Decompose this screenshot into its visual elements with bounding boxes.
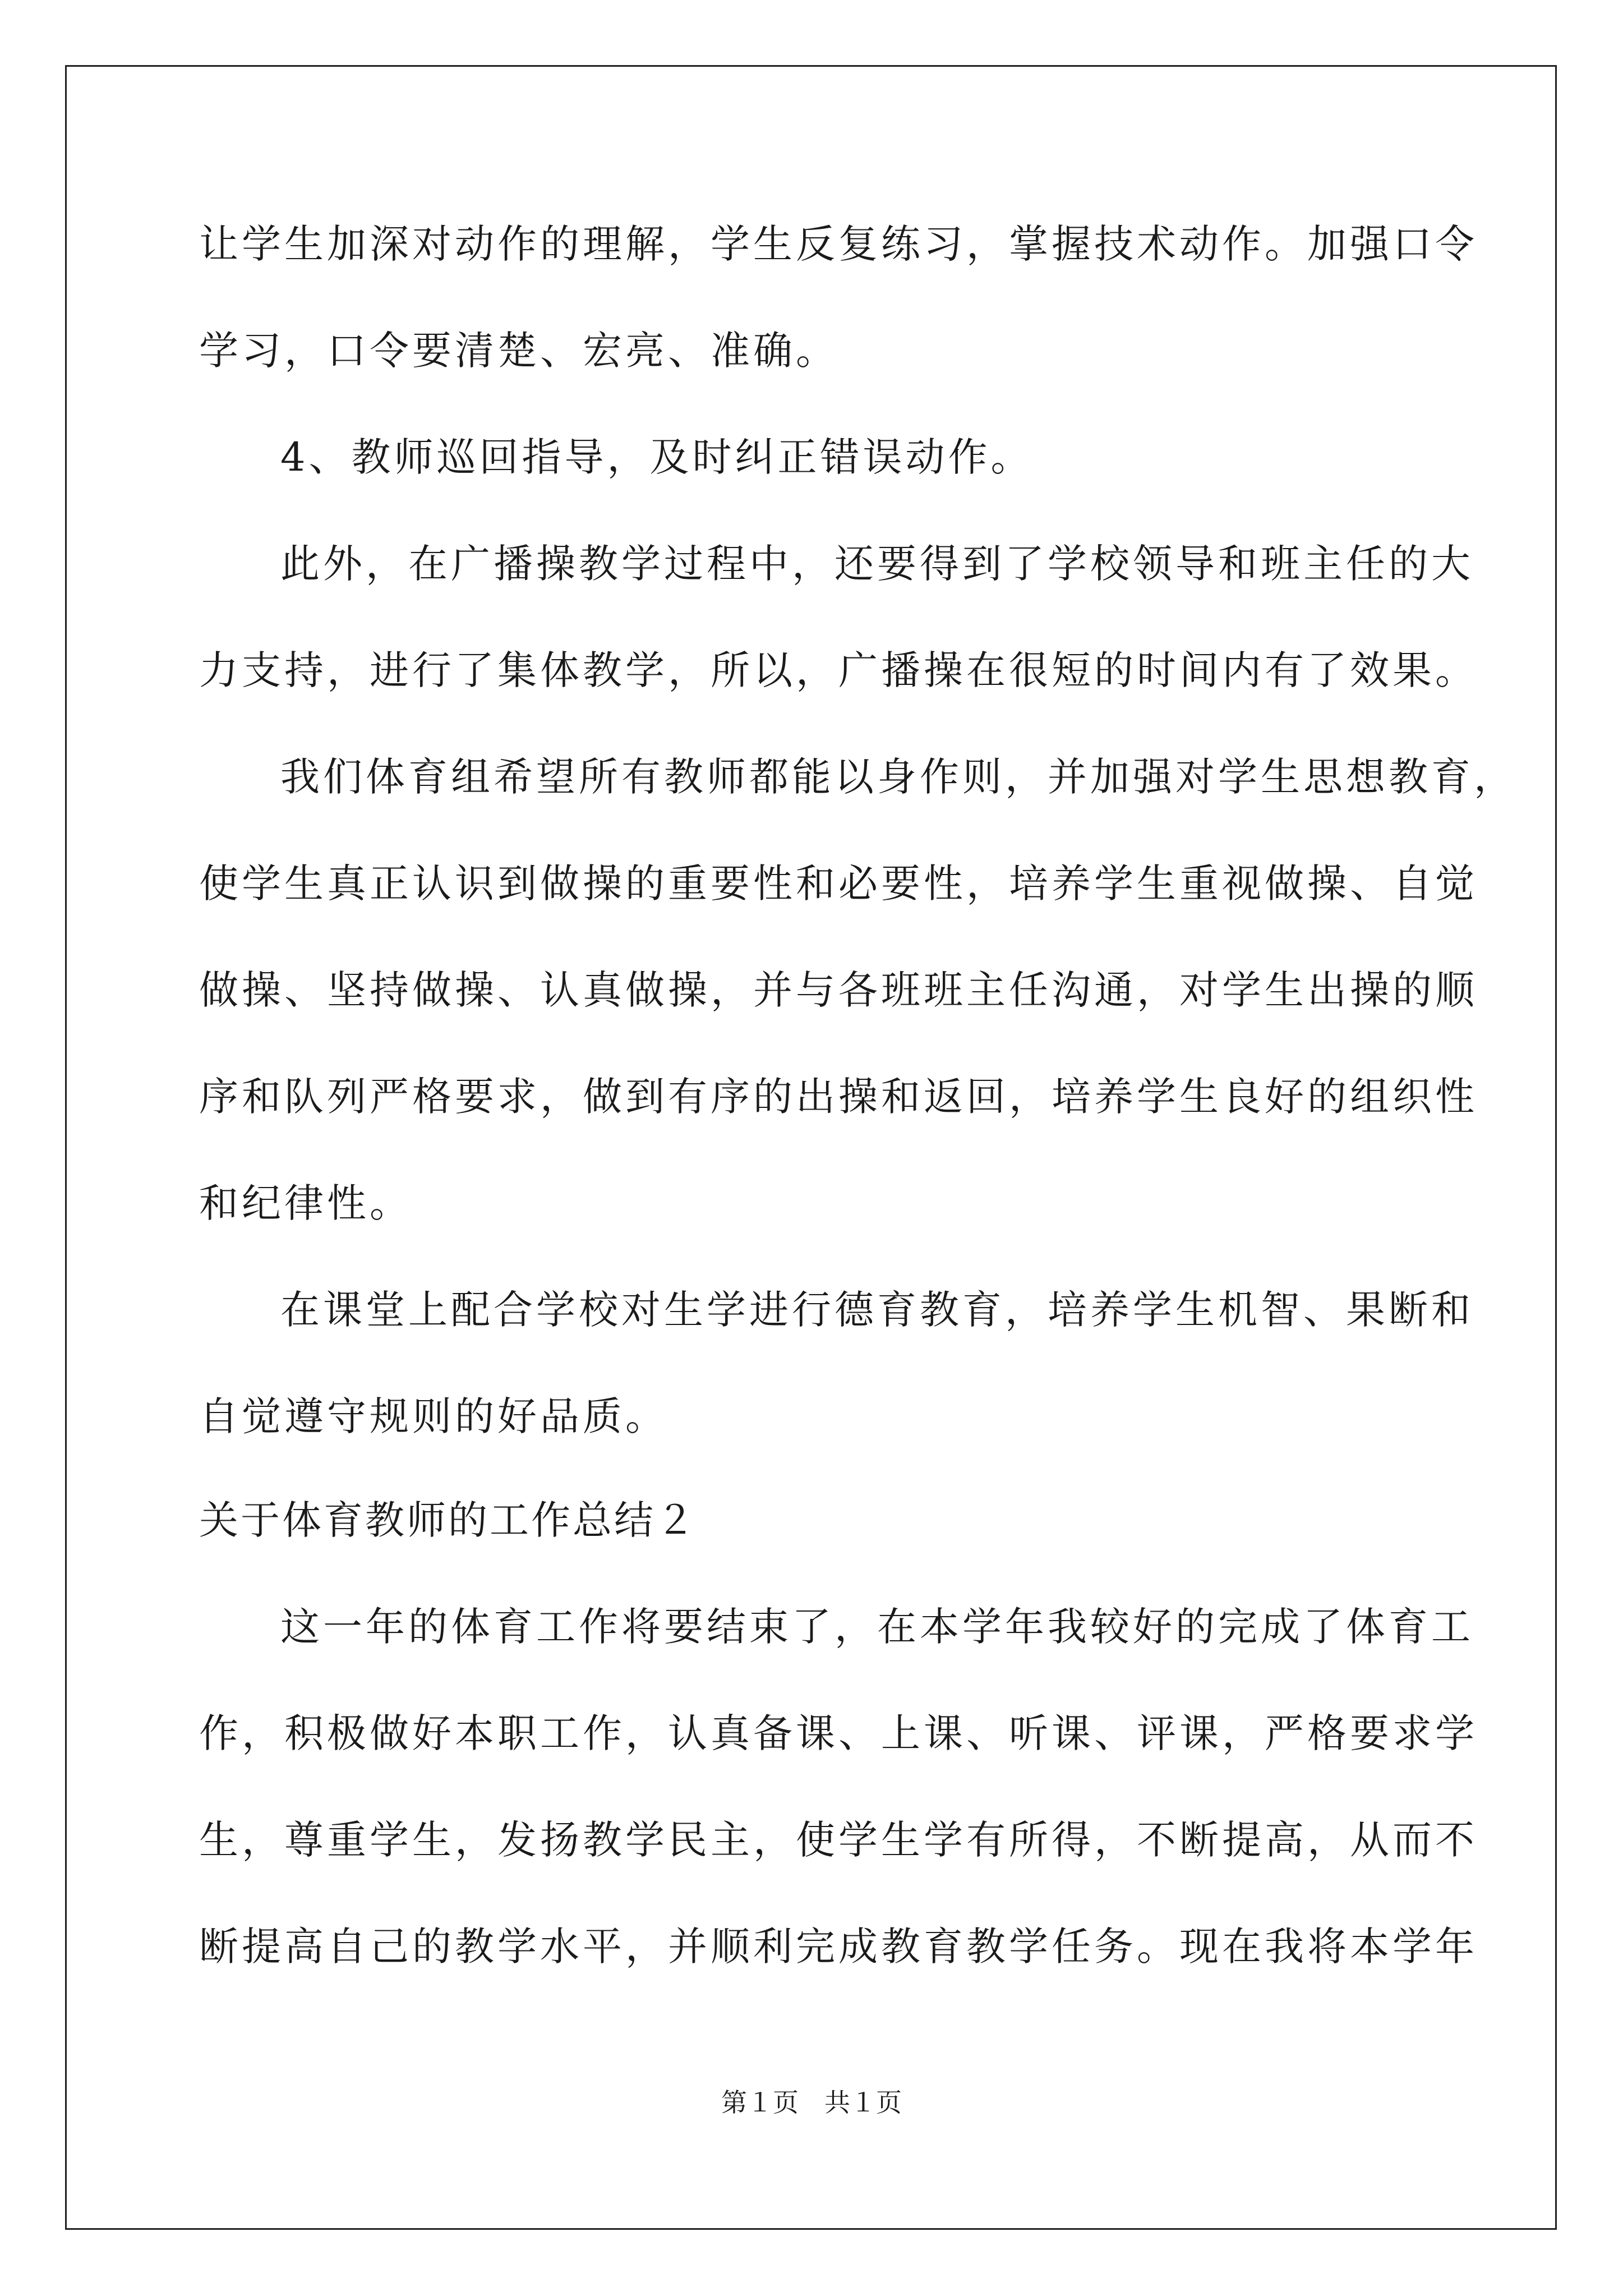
text-line: 让学生加深对动作的理解，学生反复练习，掌握技术动作。加强口令 [199, 221, 1478, 267]
text-line: 力支持，进行了集体教学，所以，广播操在很短的时间内有了效果。 [199, 647, 1478, 693]
text-line: 使学生真正认识到做操的重要性和必要性，培养学生重视做操、自觉 [199, 861, 1478, 907]
text-line: 序和队列严格要求，做到有序的出操和返回，培养学生良好的组织性 [199, 1074, 1478, 1120]
text-line: 学习，口令要清楚、宏亮、准确。 [199, 328, 838, 374]
text-line: 作，积极做好本职工作，认真备课、上课、听课、评课，严格要求学 [199, 1710, 1478, 1756]
text-line: 自觉遵守规则的好品质。 [199, 1393, 668, 1439]
paragraph-start: 在课堂上配合学校对生学进行德育教育，培养学生机智、果断和 [280, 1287, 1474, 1333]
list-item: 4、教师巡回指导，及时纠正错误动作。 [280, 434, 1034, 480]
text-line: 做操、坚持做操、认真做操，并与各班班主任沟通，对学生出操的顺 [199, 967, 1478, 1013]
page-border [65, 65, 1557, 2230]
section-heading: 关于体育教师的工作总结２ [199, 1497, 697, 1543]
page-number: 第１页 共１页 [721, 2087, 902, 2118]
text-line: 和纪律性。 [199, 1180, 412, 1226]
text-line: 断提高自己的教学水平，并顺利完成教育教学任务。现在我将本学年 [199, 1924, 1478, 1970]
paragraph-start: 我们体育组希望所有教师都能以身作则，并加强对学生思想教育， [280, 754, 1516, 800]
paragraph-start: 此外，在广播操教学过程中，还要得到了学校领导和班主任的大 [280, 541, 1474, 587]
paragraph-start: 这一年的体育工作将要结束了，在本学年我较好的完成了体育工 [280, 1604, 1474, 1650]
text-line: 生，尊重学生，发扬教学民主，使学生学有所得，不断提高，从而不 [199, 1817, 1478, 1863]
